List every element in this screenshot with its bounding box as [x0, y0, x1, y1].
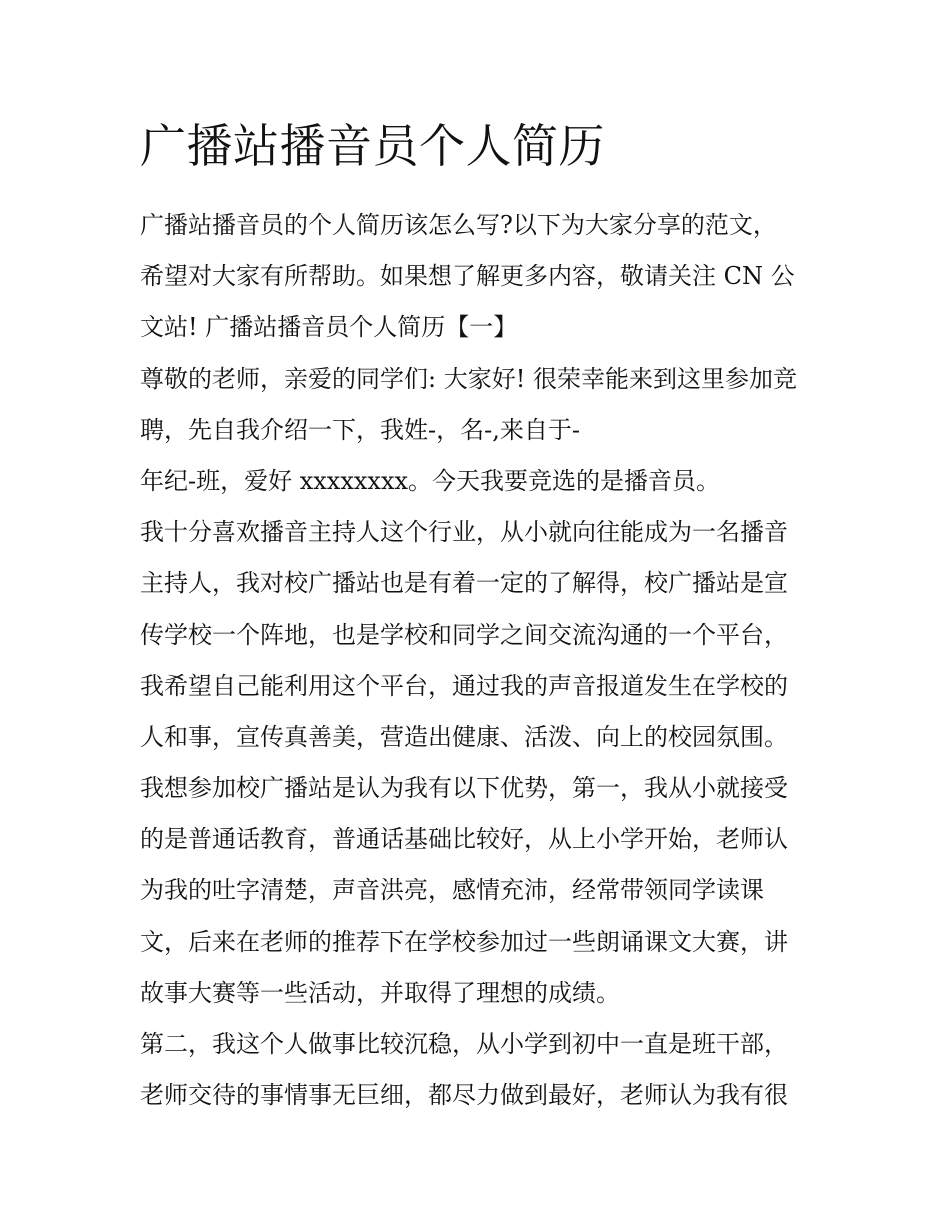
text-line: 希望对大家有所帮助。如果想了解更多内容，敬请关注 CN 公 — [140, 262, 795, 291]
text-line: 我希望自己能利用这个平台，通过我的声音报道发生在学校的 — [140, 671, 788, 700]
text-line: 主持人，我对校广播站也是有着一定的了解得，校广播站是宣 — [140, 569, 788, 598]
text-line: 文站! 广播站播音员个人简历【一】 — [140, 313, 518, 342]
text-line: 年纪-班，爱好 xxxxxxxx。今天我要竞选的是播音员。 — [140, 466, 721, 495]
text-line: 传学校一个阵地，也是学校和同学之间交流沟通的一个平台， — [140, 620, 788, 649]
text-line: 聘，先自我介绍一下，我姓-，名-,来自于- — [140, 415, 580, 444]
text-line: 人和事，宣传真善美，营造出健康、活泼、向上的校园氛围。 — [140, 722, 788, 751]
text-line: 文，后来在老师的推荐下在学校参加过一些朗诵课文大赛，讲 — [140, 927, 788, 956]
text-line: 尊敬的老师，亲爱的同学们: 大家好! 很荣幸能来到这里参加竞 — [140, 364, 797, 393]
document-body — [140, 200, 840, 1121]
document-title: 广播站播音员个人简历 — [140, 119, 605, 173]
text-line: 第二，我这个人做事比较沉稳，从小学到初中一直是班干部， — [140, 1030, 788, 1058]
text-line: 我想参加校广播站是认为我有以下优势，第一，我从小就接受 — [140, 774, 788, 803]
text-line: 老师交待的事情事无巨细，都尽力做到最好，老师认为我有很 — [140, 1081, 788, 1110]
text-line: 为我的吐字清楚，声音洪亮，感情充沛，经常带领同学读课 — [140, 876, 764, 905]
text-line: 我十分喜欢播音主持人这个行业，从小就向往能成为一名播音 — [140, 518, 788, 547]
text-line: 广播站播音员的个人简历该怎么写?以下为大家分享的范文， — [140, 211, 777, 239]
text-line: 故事大赛等一些活动，并取得了理想的成绩。 — [140, 978, 620, 1007]
text-line: 的是普通话教育，普通话基础比较好，从上小学开始，老师认 — [140, 825, 788, 854]
